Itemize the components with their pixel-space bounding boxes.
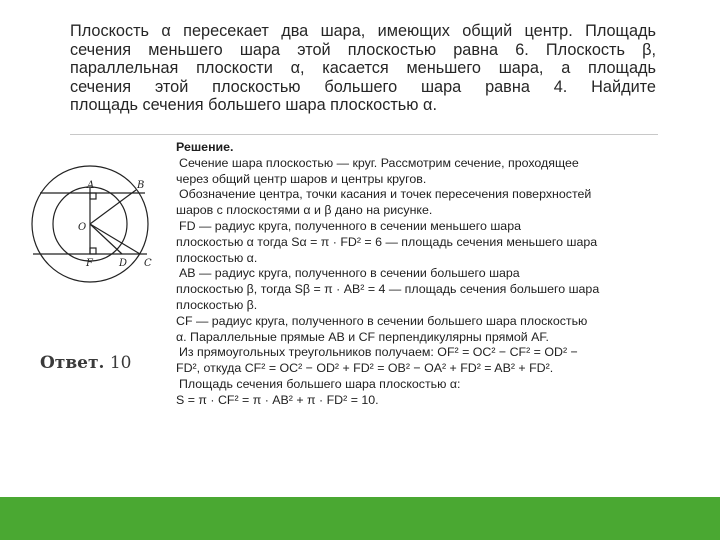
solution-line: FD², откуда CF² = OC² − OD² + FD² = OB² − OA² + FD² = AB² + FD². bbox=[176, 361, 554, 376]
solution-line: плоскостью β. bbox=[176, 297, 258, 312]
solution-line: плоскостью α тогда Sα = π · FD² = 6 — площадь сечения меньшего шара bbox=[176, 234, 598, 249]
solution-line: α. Параллельные прямые AB и CF перпендикулярны прямой AF. bbox=[176, 329, 549, 344]
point-label-a: A bbox=[87, 180, 95, 191]
solution-block bbox=[176, 140, 706, 409]
answer-label: Ответ. bbox=[40, 353, 105, 373]
solution-line: плоскостью β, тогда Sβ = π · AB² = 4 — площадь сечения большего шара bbox=[176, 282, 600, 297]
answer-block bbox=[40, 353, 131, 373]
problem-line: сечения меньшего шара этой плоскостью равна 6. Плоскость β, bbox=[70, 40, 656, 59]
problem-line: параллельная плоскости α, касается меньшего шара, а площадь bbox=[70, 59, 656, 78]
right-angle-mark-f bbox=[90, 248, 96, 254]
solution-line: S = π · CF² = π · AB² + π · FD² = 10. bbox=[176, 392, 379, 407]
solution-line: плоскостью α. bbox=[176, 250, 258, 265]
solution-line: Обозначение центра, точки касания и точек пересечения поверхностей bbox=[179, 187, 592, 202]
solution-line: Площадь сечения большего шара плоскостью α: bbox=[179, 376, 461, 391]
problem-line: сечения этой плоскостью большего шара равна 4. Найдите bbox=[70, 77, 656, 96]
solution-line: шаров с плоскостями α и β дано на рисунке. bbox=[176, 203, 433, 218]
solution-line: Из прямоугольных треугольников получаем: OF² = OC² − CF² = OD² − bbox=[179, 345, 578, 360]
point-label-f: F bbox=[86, 258, 93, 269]
point-label-b: B bbox=[137, 180, 145, 191]
solution-line: через общий центр шаров и центры кругов. bbox=[176, 171, 427, 186]
point-label-o: O bbox=[78, 222, 87, 233]
radius-oc-line bbox=[90, 224, 140, 254]
answer-value: 10 bbox=[109, 353, 132, 373]
solution-line: FD — радиус круга, полученного в сечении меньшего шара bbox=[179, 218, 521, 233]
solution-heading: Решение. bbox=[176, 140, 234, 154]
point-label-d: D bbox=[119, 258, 128, 269]
solution-line: Сечение шара плоскостью — круг. Рассмотрим сечение, проходящее bbox=[179, 155, 579, 170]
point-label-c: C bbox=[144, 258, 152, 269]
right-angle-mark-a bbox=[90, 193, 96, 199]
problem-statement bbox=[70, 22, 656, 115]
solution-line: CF — радиус круга, полученного в сечении большего шара плоскостью bbox=[176, 313, 588, 328]
radius-od-line bbox=[90, 224, 122, 254]
problem-line: площадь сечения большего шара плоскостью α. bbox=[70, 96, 437, 115]
footer-accent-bar bbox=[0, 497, 720, 540]
problem-line: Плоскость α пересекает два шара, имеющих общий центр. Площадь bbox=[70, 22, 656, 40]
divider-line bbox=[70, 134, 658, 135]
solution-line: AB — радиус круга, полученного в сечении большего шара bbox=[179, 266, 520, 281]
geometry-figure bbox=[30, 160, 170, 310]
